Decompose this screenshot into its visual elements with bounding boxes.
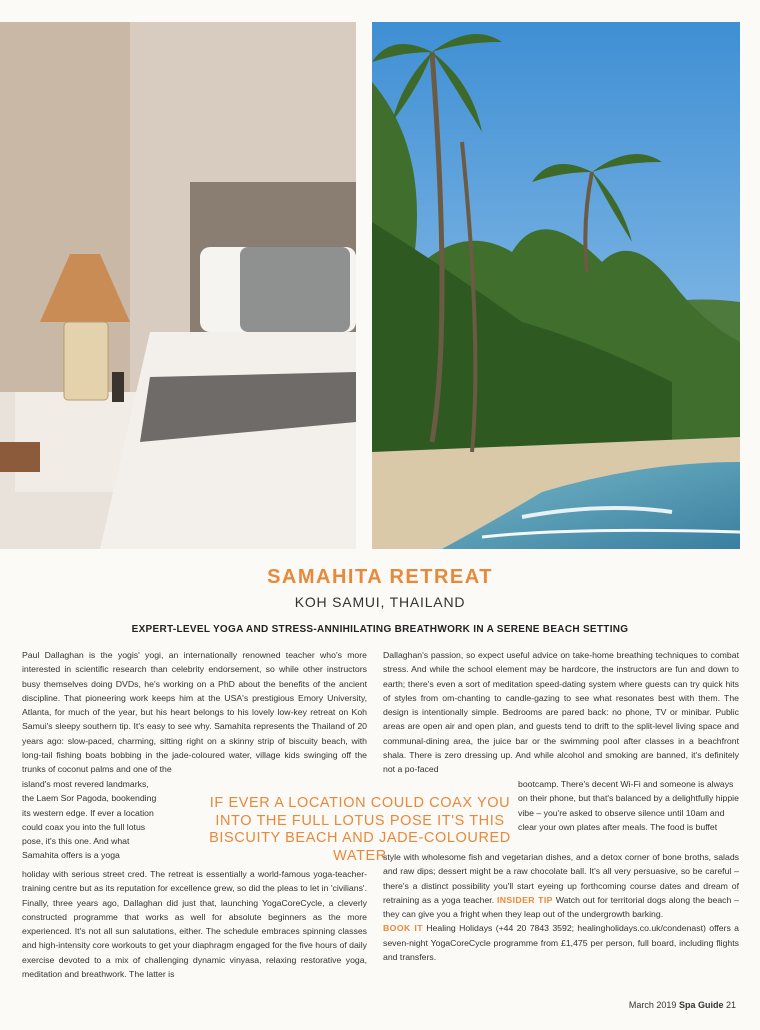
body-left-bottom: holiday with serious street cred. The retreat is essentially a world-famous yoga-teacher-training centre but as its reputation for excellence grew, so did the pleas to let in 'civilians'. Finally, three years ago, Dallaghan did just that, launching YogaCoreCycle, a cleverly constructed programme that works as well for absolute beginners as the more experienced. It's not all sun salutations, either. The schedule embraces spinning classes and high-intensity core workouts to get your diaphragm engaged for the five hours of daily exercise devoted to a mix of challenging dynamic vinyasa, relaxing restorative yoga, meditation and breathwork. The latter is [22,869,367,980]
body-right-bottom-text: style with wholesome fish and vegetarian dishes, and a detox corner of bone broths, salads and raw dips; dessert might be a raw chocolate ball. It's all very persuasive, so be careful – there's a distinct possibility you'll start eyeing up forthcoming course dates and dream of retraining as a yoga teacher. [383,852,739,905]
body-right-mid: bootcamp. There's decent Wi-Fi and someone is always on their phone, but that's balanced by a delightfully hippie vibe – you're asked to observe silence until 10am and clear your own plates after meals. The food is buffet [518,779,739,832]
body-left-mid: island's most revered landmarks, the Laem Sor Pagoda, bookending its western edge. If ever a location could coax you into the full lotus pose, it's this one. And what Samahita offers is a yoga [22,779,157,861]
article-standfirst: EXPERT-LEVEL YOGA AND STRESS-ANNIHILATING BREATHWORK IN A SERENE BEACH SETTING [131,624,629,635]
book-it-text: Healing Holidays (+44 20 7843 3592; healingholidays.co.uk/condenast) offers a seven-night YogaCoreCycle programme from £1,475 per person, full board, including flights and transfers. [383,923,739,963]
bedroom-photo [0,22,356,549]
article-title: SAMAHITA RETREAT [267,566,493,588]
body-left-top: Paul Dallaghan is the yogis' yogi, an internationally renowned teacher who's more interested in scientific research than celebrity endorsement, so while other instructors busy themselves doing DVDs, he's working on a PhD about the benefits of the ancient discipline. That pioneering work keeps him at the USA's prestigious Emory University, Atlanta, for much of the year, but his heart belongs to his lovely low-key retreat on Koh Samui's sleepy southern tip. It's easy to see why. Samahita represents the Thailand of 20 years ago: slow-paced, charming, sitting right on a skinny strip of biscuity beach, with long-tail fishing boats bobbing in the jade-coloured water, village kids swinging off the trunks of coconut palms and one of the [22,650,367,775]
article-location: KOH SAMUI, THAILAND [294,594,466,610]
pull-quote: IF EVER A LOCATION COULD COAX YOU INTO THE FULL LOTUS POSE IT'S THIS BISCUITY BEACH AND JADE-COLOURED WATER [209,795,511,864]
beach-photo [372,22,740,549]
insider-tip-text: Watch out for territorial dogs along the beach – they can give you a fright when they leap out of the undergrowth barking. [383,894,739,920]
book-it-label: BOOK IT [383,923,423,934]
insider-tip-label: INSIDER TIP [496,894,553,905]
beach-photo-icon [372,22,740,549]
footer-page: 21 [725,1000,736,1010]
body-right-top: Dallaghan's passion, so expect useful advice on take-home breathing techniques to combat stress. And while the school element may be hardcore, the instructors are fun and down to earth; there's even a sort of meditation speed-dating system where guests can try quick hits of styles from om-chanting to candle-gazing to see what resonates best with them. The design is intentionally simple. Bedrooms are pared back: no phone, TV or minibar. Public areas are open air and open plan, and guests tend to drift to the split-level living space and communal-dining area, the juice bar or the swimming pool after classes in a beachfront shala. There is zero dressing up. And while alcohol and smoking are banned, it's definitely not a po-faced [383,650,739,775]
footer-issue: March 2019 [628,1000,677,1010]
page-footer [629,1000,736,1010]
footer-magazine: Spa Guide [678,1000,724,1010]
bedroom-photo-icon [0,22,356,549]
